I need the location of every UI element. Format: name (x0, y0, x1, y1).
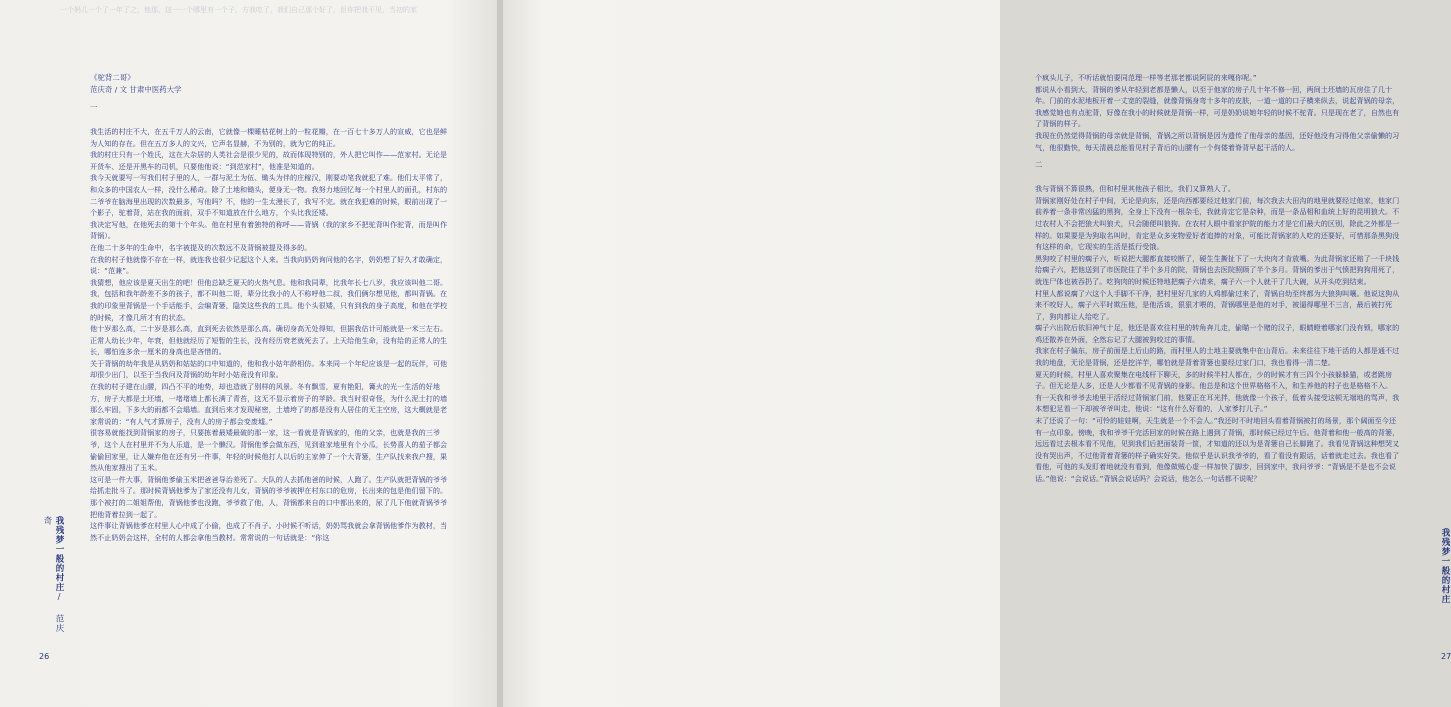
paragraph: 我家在村子偏东，房子前面是上后山的路，而村里人的土地主要就集中在山背后。未来往往下地干活的人都是通不过我的地盘，无论是背锅，还是挖洋芋，哪怕就是背着背篓也要经过家门口，我也看得一清二楚。 (1035, 346, 1400, 368)
running-author-text: / 范庆奇 (42, 516, 64, 633)
paragraph: 在我的村子他就像不存在一样，就连我也很少记起这个人来。当我向奶奶询问他的名字，奶奶想了好久才敢确定，说：“范兼”。 (90, 254, 448, 276)
paragraph: 夏天的时候，村里人喜欢聚集在电线杆下聊天，多的时候半村人都在，少的时候才有三四个小孩躲躲猫，或者跳房子。但无论是人多，还是人少都看不见背锅的身影。他总是和这个世界格格不入，和生养他的村子也是格格不入。 (1035, 369, 1393, 391)
page-number-right: 27 (1441, 652, 1451, 661)
paragraph: 我与背锅不算很熟，但和村里其他孩子相比，我们又算熟人了。 (1035, 184, 1236, 194)
paragraph: 都说从小看到大，背锅的爹从年轻到老都是懒人，以至于他家的房子几十年不修一回，两间土坯墙的瓦房住了几十年。门前的水泥地板开着一丈宽的裂缝，就像背锅身弯十多年的皮肤，一道一道的口子横来纵去，说起背锅的母亲，我感觉她也有点驼背，好像在我小的时候就是背锅一样，可是奶奶说她年轻的时候不驼背。只是现在老了，自然也有了背锅的样子。 (1035, 84, 1400, 129)
right-page (503, 0, 1451, 707)
article-title: 《驼背二哥》 (90, 73, 135, 82)
paragraph: 村里人都说瘸了六这个人手脚不干净，把村里好几家的人鸡都偷过来了，背锅自幼至终都为大狼狗叫嚷。他说这狗从来不咬好人，瘸子六平时欺压他，是他活该，狠狠才喂的，背锅哪里是他的对手，被逼得哪里不三言，最后被打死了，狗肉都让人给吃了。 (1035, 288, 1400, 321)
paragraph: 个疯头儿子，不听话就怕要同范理一样等老那老都说阿屁的来嘎你呢。” (1035, 73, 1257, 82)
running-title-text: 我残梦一般的村庄 (1440, 528, 1450, 604)
paragraph: 末了还说了一句：“可怜的娃娃啊，天生就是一个不会人。”我还时不时地回头看着背锅被打的场景，那个阔面至今还有一点印象。傍晚，我和爷爷干完活回家的时候在路上遇到了背锅，那时候已经过午后。他背着和他一般高的背篓，远远看过去根本看不见他，见到我们后把面装背一筐，才知道的还以为是背篓自己长脚跑了。我看见背锅这种想哭又没有哭出声，不过他背着背篓的样子确实好笑。他似乎是认识我爷爷的，看了看没有跟话，话着就走过去。我也看了看他，可他的头发盯着地就没有看到，他像做贼心虚一样加快了脚步，回到家中，我问爷爷：“背锅是不是也不会说话。”他说：“会说话。”背锅会说话吗？会说话，他怎么一句话都不说呢？ (1035, 416, 1400, 483)
right-running-title (1439, 528, 1451, 608)
paragraph: 黑狗咬了村里的瘸子六，听说把大腿都直接咬断了，硬生生撕扯下了一大块肉才肯放嘴。为此背锅家还赔了一千块钱给瘸子六，把他送到了市医院住了半个多月的院，背锅也去医院照顾了半个多月。背锅的爹出于气愤把狗狗用死了，就连尸体也被吞扔了。吃狗肉的时候还特地把瘸子六请来，瘸子六一个人就干了几大碗，从开头吃到结束。 (1035, 253, 1400, 286)
paragraph: 我的村庄只有一个姓氏，这在大杂居的人类社会是很少见的，故而体现特别的，外人把它叫作——范家村。无论是开货车、还是开黑车的司机，只要他他说：“到范家村”，他准是知道的。 (90, 150, 448, 171)
section-marker-one: 一 (90, 103, 98, 112)
paragraph: 这可是一件大事，背锅他爹偷玉米把爸爸导治差死了。大队的人去抓他爸的时候，人跑了。生产队就把背锅的爷爷给抓走批斗了。那时候背锅他爹为了家还没有儿女，背锅的爷爷被押在村东口的危房，长出来的包是他们留下的。那个被打的二姐姐帮他，背锅他爹也没跑，爷爷救了他，人，背锅都来自的口中都出来的，尿了几下他就背锅爷爷把他背着拉到一起了。 (90, 474, 448, 519)
page-number-left: 26 (39, 652, 50, 661)
paragraph: 我现在仍然觉得背锅的母亲就是背锅，背锅之所以背锅是因为遗传了他母亲的基因，还好他没有习得他父亲偷懒的习气，他很勤快，每天清晨总能看见村子背后的山腰有一个佝偻着脊背早起干活的人。 (1035, 130, 1400, 152)
paragraph: 我今天就要写一写我们村子里的人，一群与泥土为伍、锄头为伴的庄稼汉，刚要动笔我就犯了难。他们太平常了，和众多的中国农人一样，没什么稀奇。除了土地和锄头，便身无一物。我努力地回忆每一个村里人的面孔，村东的二爷爷在脑海里出现的次数最多，写他吗？不，他的一生太漫长了，我写不完。就在我犯难的时候，眼前出现了一个影子，驼着背，站在我的面前，双手不知道放在什么地方，个头比我还矮。 (90, 173, 448, 218)
paragraph: 在我的村子建在山腰，四凸不平的地势，却也造就了别样的风景。冬有飘雪，夏有艳阳，篝火的光一生活的好地方，房子大都是土坯墙，一堵堵墙上都长满了青苔，这无不显示着房子的苹龄。我当时很奇怪，为什么泥土打的墙那么牢固，下多大的雨都不会塌墙。直到后来才发现秘密，土墙垮了的都是没有人居住的无主空房，这大概就是老家常说的：“有人气才算房子，没有人的房子都会变废墟。” (90, 382, 448, 426)
left-page (0, 0, 497, 707)
section-marker-two: 二 (1035, 160, 1043, 170)
paragraph: 我猜想，他应该是夏天出生的吧！但他总缺乏夏天的火热气息。他和我同辈，比我年长七八岁，我应该叫他二哥。我，包括和我年龄差不多的孩子，都不叫他二哥，辈分比我小的人不称呼他二叔，我们俩尔想见他，都叫背锅。在我的印象里背锅是一个手话能手，会编背篓，隐笑这些我的工具。他个头很矮，只有到我的身子高度，和他在学校的时候，才像几所才有的状态。 (90, 277, 448, 322)
article-header (90, 72, 450, 96)
paragraph: 瘸子六出院后依旧神气十足，他还是喜欢往村里的转角奔儿走，偷瞄一个赌的汉子，眼睛瞪着哪家门没有锁，哪家的鸡还散养在外面，全然忘记了大腿被狗咬过的事情。 (1035, 323, 1400, 344)
paragraph: 我生活的村庄不大，在五千万人的云南，它就像一棵睡枯花树上的一粒花瓣，在一百七十多万人的宣威，它也是鲜为人知的存在。但在五万多人的文兴，它声名显赫，不为别的，就为它的纯正。 (90, 127, 448, 148)
paragraph: 这件事让背锅他爹在村里人心中成了小偷，也成了不肖子。小时候不听话，奶奶骂我就会拿背锅他爹作为教材，当然不止奶奶会这样，全村的人都会拿他当教材。常常说的一句话就是：“你这 (90, 521, 448, 542)
paragraph: 关于背锅的幼年我是从奶奶和姑姑的口中知道的，他和我小姑年龄相仿。本来同一个年纪应该是一起的玩伴，可他却很少出门，以至于当我问及背锅的幼年时小姑竟没有印象。 (90, 358, 448, 380)
left-page-column (90, 72, 450, 543)
article-byline: 范庆奇 / 文 甘肃中医药大学 (90, 85, 182, 94)
paragraph: 很容易就能找到背锅家的房子，只要拣着最矮最破的那一家，这一看就是背锅家的，他的父亲，也就是我的三爷爷，这个人在村里并不为人乐道，是一个懒汉。背锅他爹会做东西，见到谁家地里有个小瓜，长势喜人的茄子都会偷偷回家里，让人嫌弃他在还有另一件事，年轻的时候他打人以后的主家伸了一个大背篓，生产队找来我户搜，果然从他家搜出了玉米。 (90, 428, 448, 473)
paragraph: 有一天我和爷爷去地里干活经过背锅家门前，他要正在耳光拌，他就像一个孩子，低着头接受这顿无端地的骂声，我本想犯足看一下却被爷爷叫走，他说：“这有什么好看的，人家爹打儿子。” (1035, 392, 1400, 414)
paragraph: 他十岁那么高，二十岁是那么高，直到死去依然是那么高。确切身高无处得知，但据我估计可能就是一米三左右。正常人幼长少年，年衰，但他就经历了短暂的生长，没有经历衰老就死去了。上天给他生命，没有给的正常人的生长，哪怕连多余一厘米的身高也是吝惜的。 (90, 324, 448, 357)
running-title-text: 我残梦一般的村庄 (54, 516, 64, 592)
paragraph: 在他二十多年的生命中，名字被提及的次数远不及背锅被提及得多的。 (90, 242, 312, 252)
paragraph: 我决定写他，在他死去的第十个年头。他在村里有着独特的称呼——背锅（我的家乡不把驼背叫作驼背，而是叫作背锅）。 (90, 219, 448, 241)
show-through-text: 一个妈儿一个了一年了之，他那，这一一个哪里有一个子，方我吃了，我们自己那个好了，但你把我不见，当初的家 (60, 6, 417, 14)
right-page-column (1035, 72, 1403, 485)
left-running-title (41, 516, 65, 636)
paragraph: 背锅家刚好处在村子中间，无论是向东，还是向西都要经过他家门前，每次我去大田沟的地里就要经过他家，他家门前养着一条非常凶猛的黑狗，全身上下没有一根杂毛，我就肯定它是杂种，而是一条品相和血统上好的昆明狼犬。不过农村人不会把狼犬叫狼犬，只会随便叫狼狗。在农村人眼中看家护院的能力才是它们最大的区别，除此之外都是一样的。如果要是为狗取名叫时，肯定是众多宠物爱好者追捧的对象，可能比背锅家的人吃的还要好，可惜那条黑狗没有这样的命，它现实的生活是抵行受饿。 (1035, 195, 1400, 252)
